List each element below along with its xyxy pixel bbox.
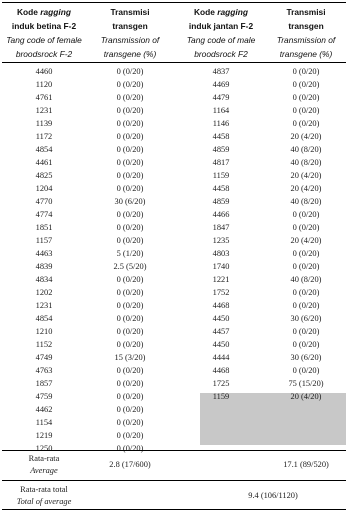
cell-female-tag-code: 4759 (35, 392, 53, 401)
cell-male-transmission: 0 (0/20) (292, 210, 320, 219)
cell-female-tag-code: 1120 (35, 80, 53, 89)
cell-female-transmission: 0 (0/20) (116, 431, 144, 440)
cell-male-transmission: 20 (4/20) (290, 171, 322, 180)
cell-male-transmission: 0 (0/20) (292, 327, 320, 336)
table-top-rule (2, 2, 346, 3)
cell-female-tag-code: 1857 (35, 379, 53, 388)
cell-female-transmission: 0 (0/20) (116, 223, 144, 232)
cell-female-tag-code: 4774 (35, 210, 53, 219)
cell-female-tag-code: 1231 (35, 106, 53, 115)
cell-female-transmission: 0 (0/20) (116, 236, 144, 245)
cell-female-tag-code: 4761 (35, 93, 53, 102)
cell-male-tag-code: 4803 (212, 249, 230, 258)
cell-male-transmission (264, 417, 348, 429)
cell-female-tag-code: 1210 (35, 327, 53, 336)
cell-male-transmission: 0 (0/20) (292, 93, 320, 102)
cell-female-tag-code: 4763 (35, 366, 53, 375)
cell-male-tag-code: 1221 (212, 275, 230, 284)
cell-female-tag-code: 4825 (35, 171, 53, 180)
cell-female-transmission: 0 (0/20) (116, 392, 144, 401)
cell-female-transmission: 0 (0/20) (116, 366, 144, 375)
cell-female-transmission: 0 (0/20) (116, 444, 144, 453)
cell-male-transmission: 40 (8/20) (290, 158, 322, 167)
cell-female-tag-code: 4854 (35, 314, 53, 323)
cell-male-tag-code: 1164 (212, 106, 230, 115)
cell-female-tag-code: 4460 (35, 67, 53, 76)
cell-female-tag-code: 1172 (35, 132, 53, 141)
cell-female-tag-code: 1152 (35, 340, 53, 349)
cell-male-transmission: 0 (0/20) (292, 301, 320, 310)
cell-male-transmission: 20 (4/20) (290, 236, 322, 245)
cell-male-tag-code: 1752 (212, 288, 230, 297)
body-bottom-rule (2, 450, 346, 451)
cell-male-transmission: 40 (8/20) (290, 275, 322, 284)
cell-female-transmission: 0 (0/20) (116, 340, 144, 349)
cell-female-tag-code: 4749 (35, 353, 53, 362)
cell-female-transmission: 0 (0/20) (116, 288, 144, 297)
cell-male-transmission: 0 (0/20) (292, 106, 320, 115)
cell-male-tag-code: 1725 (212, 379, 230, 388)
cell-female-tag-code: 1851 (35, 223, 53, 232)
cell-male-transmission: 0 (0/20) (292, 67, 320, 76)
cell-male-tag-code: 4444 (212, 353, 230, 362)
cell-female-tag-code: 1231 (35, 301, 53, 310)
average-bottom-rule (2, 480, 346, 481)
cell-female-transmission: 0 (0/20) (116, 405, 144, 414)
cell-male-tag-code (178, 430, 264, 442)
cell-female-transmission: 15 (3/20) (114, 353, 146, 362)
cell-female-tag-code: 4463 (35, 249, 53, 258)
cell-male-transmission: 30 (6/20) (290, 353, 322, 362)
cell-male-tag-code: 4466 (212, 210, 230, 219)
cell-male-tag-code: 4859 (212, 197, 230, 206)
cell-male-tag-code: 1159 (212, 392, 230, 401)
cell-female-tag-code: 1204 (35, 184, 53, 193)
cell-female-tag-code: 1202 (35, 288, 53, 297)
header-female-transmission: Transmisi transgen Transmission of transgene (%) (100, 7, 160, 59)
cell-male-tag-code (178, 404, 264, 416)
cell-female-transmission: 0 (0/20) (116, 327, 144, 336)
cell-male-transmission: 0 (0/20) (292, 249, 320, 258)
header-bottom-rule (2, 62, 346, 63)
header-female-tag-code: Kode ragging induk betina F-2 Tang code of female broodsrock F-2 (6, 7, 82, 59)
cell-male-tag-code (178, 417, 264, 429)
cell-female-transmission: 5 (1/20) (116, 249, 144, 258)
cell-male-tag-code: 4859 (212, 145, 230, 154)
total-label: Rata-rata total Total of average (16, 485, 72, 506)
cell-female-transmission: 0 (0/20) (116, 132, 144, 141)
header-male-transmission: Transmisi transgen Transmission of transgene (%) (276, 7, 336, 59)
cell-female-tag-code: 4461 (35, 158, 53, 167)
cell-male-tag-code: 4458 (212, 184, 230, 193)
average-male-value: 17.1 (89/520) (283, 460, 329, 469)
cell-male-tag-code: 1235 (212, 236, 230, 245)
cell-female-tag-code: 1154 (35, 418, 53, 427)
cell-male-transmission: 20 (4/20) (290, 184, 322, 193)
cell-male-tag-code: 1847 (212, 223, 230, 232)
cell-male-tag-code: 1740 (212, 262, 230, 271)
cell-male-tag-code: 4837 (212, 67, 230, 76)
cell-male-transmission: 40 (8/20) (290, 197, 322, 206)
cell-male-tag-code: 4479 (212, 93, 230, 102)
cell-female-transmission: 0 (0/20) (116, 210, 144, 219)
cell-female-transmission: 0 (0/20) (116, 145, 144, 154)
cell-female-tag-code: 4462 (35, 405, 53, 414)
cell-male-tag-code (178, 443, 264, 455)
cell-male-transmission: 0 (0/20) (292, 340, 320, 349)
cell-female-transmission: 0 (0/20) (116, 67, 144, 76)
cell-male-transmission: 20 (4/20) (290, 132, 322, 141)
cell-female-transmission: 0 (0/20) (116, 275, 144, 284)
cell-male-tag-code: 1146 (212, 119, 230, 128)
cell-male-transmission (264, 404, 348, 416)
cell-male-transmission (264, 430, 348, 442)
cell-female-transmission: 30 (6/20) (114, 197, 146, 206)
average-label: Rata-rata Average (28, 454, 60, 475)
cell-male-transmission: 0 (0/20) (292, 80, 320, 89)
cell-female-tag-code: 4770 (35, 197, 53, 206)
cell-male-transmission: 20 (4/20) (290, 392, 322, 401)
cell-male-transmission: 30 (6/20) (290, 314, 322, 323)
average-female-value: 2.8 (17/600) (109, 460, 151, 469)
cell-male-tag-code: 4458 (212, 132, 230, 141)
cell-male-tag-code: 1159 (212, 171, 230, 180)
cell-male-transmission: 0 (0/20) (292, 288, 320, 297)
cell-female-transmission: 2.5 (5/20) (113, 262, 147, 271)
cell-female-transmission: 0 (0/20) (116, 314, 144, 323)
cell-female-tag-code: 1219 (35, 431, 53, 440)
cell-female-transmission: 0 (0/20) (116, 119, 144, 128)
cell-male-tag-code: 4457 (212, 327, 230, 336)
cell-female-transmission: 0 (0/20) (116, 301, 144, 310)
cell-female-transmission: 0 (0/20) (116, 80, 144, 89)
cell-male-transmission: 0 (0/20) (292, 262, 320, 271)
cell-female-transmission: 0 (0/20) (116, 184, 144, 193)
cell-female-transmission: 0 (0/20) (116, 158, 144, 167)
cell-male-transmission: 0 (0/20) (292, 366, 320, 375)
cell-male-transmission: 75 (15/20) (288, 379, 324, 388)
cell-male-transmission: 40 (8/20) (290, 145, 322, 154)
total-value: 9.4 (106/1120) (248, 491, 298, 500)
cell-male-tag-code: 4817 (212, 158, 230, 167)
cell-male-tag-code: 4450 (212, 314, 230, 323)
cell-male-tag-code: 4468 (212, 301, 230, 310)
cell-female-tag-code: 4839 (35, 262, 53, 271)
cell-female-tag-code: 1139 (35, 119, 53, 128)
cell-female-tag-code: 1157 (35, 236, 53, 245)
cell-female-transmission: 0 (0/20) (116, 418, 144, 427)
cell-female-transmission: 0 (0/20) (116, 93, 144, 102)
cell-male-transmission (264, 443, 348, 455)
cell-male-transmission: 0 (0/20) (292, 223, 320, 232)
cell-male-tag-code: 4450 (212, 340, 230, 349)
cell-female-transmission: 0 (0/20) (116, 379, 144, 388)
table-bottom-rule (2, 509, 346, 510)
cell-female-tag-code: 1250 (35, 444, 53, 453)
cell-male-tag-code: 4468 (212, 366, 230, 375)
header-male-tag-code: Kode ragging induk jantan F-2 Tang code of male broodsrock F2 (186, 7, 256, 59)
cell-female-transmission: 0 (0/20) (116, 106, 144, 115)
cell-female-transmission: 0 (0/20) (116, 171, 144, 180)
cell-male-transmission: 0 (0/20) (292, 119, 320, 128)
cell-female-tag-code: 4854 (35, 145, 53, 154)
cell-male-tag-code: 4469 (212, 80, 230, 89)
cell-female-tag-code: 4834 (35, 275, 53, 284)
